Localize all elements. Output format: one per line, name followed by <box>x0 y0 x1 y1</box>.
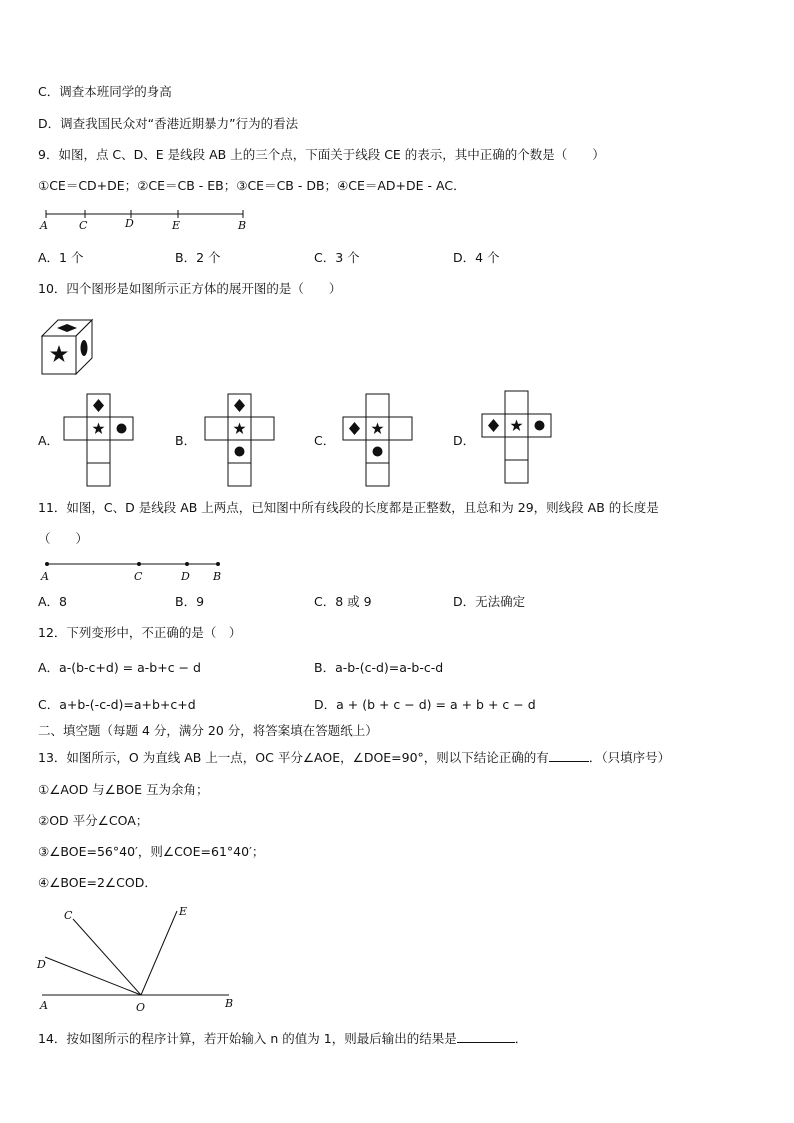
q12-option-a: A．a-(b-c+d) = a-b+c − d <box>38 660 201 675</box>
answer-blank-13[interactable] <box>549 761 589 762</box>
q13-point-d: D <box>37 958 46 971</box>
question-11-paren: （ ） <box>38 531 89 546</box>
question-12-text: 12．下列变形中，不正确的是（ ） <box>38 625 242 640</box>
q9-option-d: D．4 个 <box>453 250 500 265</box>
circle-icon <box>117 424 127 434</box>
q10-net-b <box>205 393 277 489</box>
q10-option-b-label: B． <box>175 433 197 448</box>
question-13-text: 13．如图所示，O 为直线 AB 上一点，OC 平分∠AOE，∠DOE=90°，则以下结论正确的有 ．（只填序号） <box>38 750 671 765</box>
q11-point-a: A <box>41 570 49 583</box>
q9-point-a: A <box>40 219 48 232</box>
question-9-expressions: ①CE＝CD+DE；②CE＝CB - EB；③CE＝CB - DB；④CE＝AD+DE - AC． <box>38 178 466 193</box>
q9-option-b: B．2 个 <box>175 250 221 265</box>
q9-point-e: E <box>172 219 181 232</box>
q9-point-b: B <box>238 219 247 232</box>
q12-option-b: B．a-b-(c-d)=a-b-c-d <box>314 660 444 675</box>
q13-point-b: B <box>225 997 234 1010</box>
q11-point-c: C <box>134 570 143 583</box>
q13-point-a: A <box>40 999 48 1012</box>
question-9-text: 9．如图，点 C、D、E 是线段 AB 上的三个点，下面关于线段 CE 的表示，其中正确的个数是（ ） <box>38 147 605 162</box>
q13-angle-figure <box>36 902 246 1016</box>
q9-option-a: A．1 个 <box>38 250 84 265</box>
question-14-text: 14．按如图所示的程序计算，若开始输入 n 的值为 1，则最后输出的结果是 ． <box>38 1031 528 1046</box>
q11-point-b: B <box>213 570 222 583</box>
circle-icon <box>235 447 245 457</box>
question-10-text: 10．四个图形是如图所示正方体的展开图的是（ ） <box>38 281 342 296</box>
q13-point-c: C <box>64 909 73 922</box>
answer-blank-14[interactable] <box>457 1042 515 1043</box>
q11-option-d: D．无法确定 <box>453 594 526 609</box>
section-2-heading: 二、填空题（每题 4 分，满分 20 分，将答案填在答题纸上） <box>38 723 378 738</box>
q13-point-o: O <box>136 1001 146 1014</box>
q10-net-a <box>64 393 136 489</box>
q9-option-c: C．3 个 <box>314 250 360 265</box>
q10-option-c-label: C． <box>314 433 336 448</box>
question-11-text: 11．如图，C、D 是线段 AB 上两点，已知图中所有线段的长度都是正整数，且总和为 29，则线段 AB 的长度是 <box>38 500 659 515</box>
cube-figure <box>40 318 96 376</box>
q11-point-d: D <box>181 570 190 583</box>
option-d-q8: D．调查我国民众对“香港近期暴力”行为的看法 <box>38 116 299 131</box>
q9-point-c: C <box>79 219 88 232</box>
circle-icon <box>81 340 88 356</box>
q13-statement-2: ②OD 平分∠COA； <box>38 813 149 828</box>
q11-segment-figure <box>38 556 238 586</box>
q11-option-c: C．8 或 9 <box>314 594 372 609</box>
q13-statement-3: ③∠BOE=56°40′，则∠COE=61°40′； <box>38 844 265 859</box>
option-c-q8: C．调查本班同学的身高 <box>38 84 172 99</box>
q13-point-e: E <box>179 905 188 918</box>
q13-statement-4: ④∠BOE=2∠COD． <box>38 875 157 890</box>
q10-net-c <box>343 393 415 489</box>
q13-statement-1: ①∠AOD 与∠BOE 互为余角； <box>38 782 209 797</box>
q10-net-d <box>482 390 554 486</box>
circle-icon <box>535 421 545 431</box>
q9-point-d: D <box>125 217 134 230</box>
q11-option-a: A．8 <box>38 594 68 609</box>
q10-option-d-label: D． <box>453 433 476 448</box>
q10-option-a-label: A． <box>38 433 60 448</box>
q11-option-b: B．9 <box>175 594 205 609</box>
q12-option-c: C．a+b-(-c-d)=a+b+c+d <box>38 697 196 712</box>
circle-icon <box>373 447 383 457</box>
q9-segment-figure <box>38 205 258 235</box>
q12-option-d: D．a + (b + c − d) = a + b + c − d <box>314 697 536 712</box>
